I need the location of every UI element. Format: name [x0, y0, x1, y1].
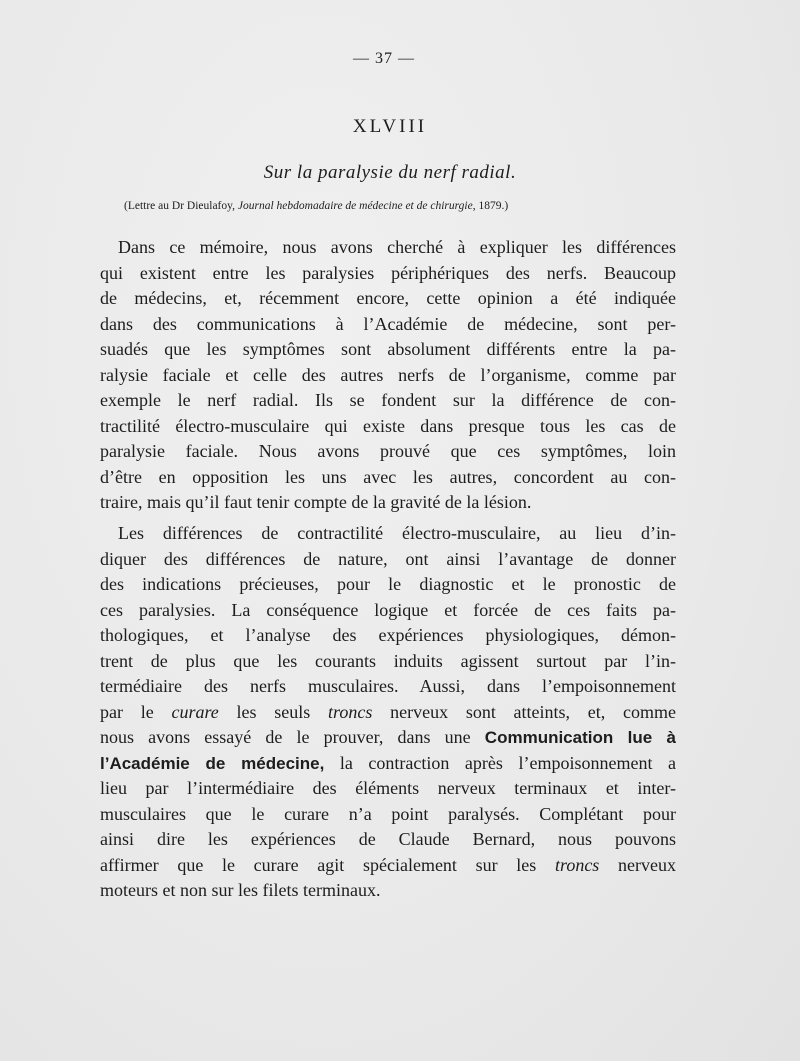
text-line: trent de plus que les courants induits agissent surtout par l’in- — [100, 650, 676, 671]
bold-term: l’Académie de médecine, — [100, 753, 325, 773]
text-line: diquer des différences de nature, ont ainsi l’avantage de donner — [100, 548, 676, 569]
text-run: affirmer que le curare agit spécialement sur les — [100, 854, 555, 875]
text-run: nerveux sont atteints, et, comme — [372, 701, 676, 722]
chapter-title: XLVIII — [352, 116, 428, 137]
text-line — [100, 751, 676, 777]
text-line: de médecins, et, récemment encore, cette opinion a été indiquée — [100, 288, 676, 308]
text-line: dans des communications à l’Académie de médecine, sont per- — [100, 313, 676, 334]
text-line: Dans ce mémoire, nous avons cherché à expliquer les différences — [118, 237, 676, 257]
text-line — [100, 700, 676, 726]
text-run: les seuls — [218, 701, 329, 722]
citation-journal: Journal hebdomadaire de médecine et de chirurgie — [237, 200, 473, 212]
bold-term: Communication lue à — [484, 728, 676, 747]
italic-term: troncs — [328, 701, 373, 722]
citation — [124, 200, 670, 212]
text-line: Les différences de contractilité électro-musculaire, au lieu d’in- — [118, 523, 676, 543]
text-line: thologiques, et l’analyse des expériences physiologiques, démon- — [100, 625, 676, 645]
italic-term: curare — [171, 701, 219, 722]
text-line: ces paralysies. La conséquence logique et forcée de ces faits pa- — [100, 599, 676, 620]
page-number: — 37 — — [353, 50, 415, 67]
paragraph-2 — [100, 521, 676, 904]
text-line: d’être en opposition les uns avec les autres, concordent au con- — [100, 466, 676, 487]
text-line — [100, 725, 676, 751]
text-run: par le — [100, 701, 172, 722]
citation-suffix: , 1879.) — [472, 200, 509, 212]
text-line: exemple le nerf radial. Ils se fondent sur la différence de con- — [100, 390, 676, 410]
citation-prefix: (Lettre au Dr Dieulafoy, — [124, 200, 238, 212]
text-run: la contraction après l’empoisonnement a — [324, 752, 676, 773]
text-line: ainsi dire les expériences de Claude Bernard, nous pouvons — [100, 829, 676, 849]
article-title: Sur la paralysie du nerf radial. — [263, 162, 517, 183]
text-line: termédiaire des nerfs musculaires. Aussi, dans l’empoisonnement — [100, 676, 676, 696]
text-line: paralysie faciale. Nous avons prouvé que ces symptômes, loin — [100, 441, 676, 461]
text-line — [100, 853, 676, 879]
text-run: nerveux — [599, 854, 676, 875]
text-line: suadés que les symptômes sont absolument différents entre la pa- — [100, 339, 676, 359]
text-line: musculaires que le curare n’a point paralysés. Complétant pour — [100, 803, 676, 824]
paragraph-1 — [100, 235, 676, 516]
text-line: lieu par l’intermédiaire des éléments nerveux terminaux et inter- — [100, 778, 676, 798]
italic-term: troncs — [554, 854, 600, 875]
text-line: ralysie faciale et celle des autres nerfs de l’organisme, comme par — [100, 364, 676, 385]
text-line: tractilité électro-musculaire qui existe dans presque tous les cas de — [100, 415, 676, 436]
text-run: nous avons essayé de le prouver, dans une — [100, 727, 485, 747]
text-line: moteurs et non sur les filets terminaux. — [100, 880, 381, 900]
text-line: traire, mais qu’il faut tenir compte de la gravité de la lésion. — [100, 492, 532, 512]
text-line: des indications précieuses, pour le diagnostic et le pronostic de — [100, 574, 676, 594]
text-line: qui existent entre les paralysies périphériques des nerfs. Beaucoup — [100, 262, 676, 283]
